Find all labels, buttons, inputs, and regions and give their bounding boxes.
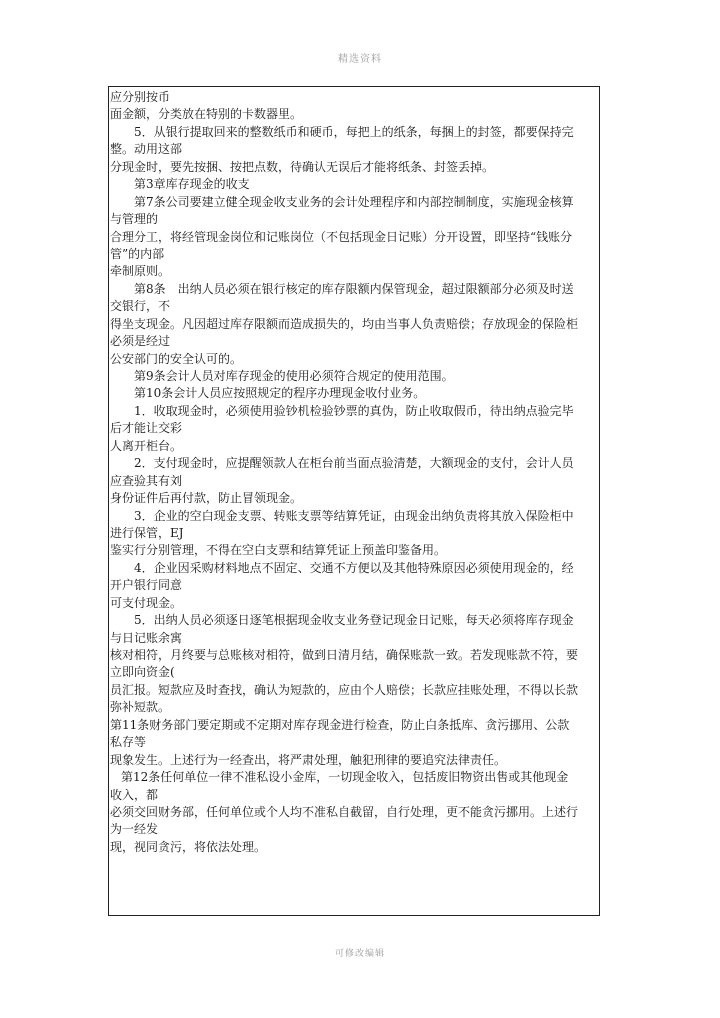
- text-line: 整。动用这部: [110, 142, 183, 157]
- text-line: 分现金时，要先按捆、按把点数，待确认无误后才能将纸条、封签丢掉。: [110, 159, 495, 174]
- text-line: 应分别按币: [110, 90, 171, 104]
- text-line: 身份证件后再付款，防止冒领现金。: [110, 491, 303, 506]
- text-line: 第11条财务部门要定期或不定期对库存现金进行检查，防止白条抵库、贪污挪用、公款: [110, 717, 570, 732]
- text-line: 第7条公司要建立健全现金收支业务的会计处理程序和内部控制制度，实施现金核算: [134, 194, 574, 209]
- page-footer: 可修改编辑: [334, 949, 385, 959]
- text-line: 4．企业因采购材料地点不固定、交通不方便以及其他特殊原因必须使用现金的，经: [134, 560, 574, 575]
- text-line: 与日记账余寓: [110, 630, 183, 645]
- text-line: 收入，都: [110, 787, 159, 802]
- text-line: 后才能让交彩: [110, 421, 183, 436]
- text-line: 交银行，不: [110, 299, 171, 314]
- text-line: 得坐支现金。凡因超过库存限额而造成损失的，均由当事人负责赔偿；存放现金的保险柜: [110, 316, 579, 331]
- text-line: 可支付现金。: [110, 595, 183, 610]
- text-line: 3．企业的空白现金支票、转账支票等结算凭证，由现金出纳负责将其放入保险柜中: [134, 508, 574, 523]
- text-line: 与管理的: [110, 212, 159, 227]
- text-line: 合理分工，将经管现金岗位和记账岗位（不包括现金日记账）分开设置，即坚持“钱账分: [110, 229, 573, 244]
- text-line: 第10条会计人员应按照规定的程序办理现金收付业务。: [134, 386, 426, 401]
- text-line: 现，视同贪污，将依法处理。: [110, 839, 267, 854]
- page-header: 精选资料: [338, 54, 382, 65]
- text-line: 鉴实行分别管理，不得在空白支票和结算凭证上预盖印鉴备用。: [110, 543, 447, 558]
- document-frame: [108, 86, 600, 916]
- text-line: 进行保管，EJ: [110, 525, 184, 540]
- text-line: 现象发生。上述行为一经查出，将严肃处理，触犯刑律的要追究法律责任。: [110, 752, 507, 767]
- text-line: 弥补短款。: [110, 700, 171, 715]
- text-line: 1．收取现金时，必须使用验钞机检验钞票的真伪，防止收取假币，待出纳点验完毕: [134, 403, 574, 418]
- text-line: 公安部门的安全认可的。: [110, 351, 243, 366]
- text-line: 员汇报。短款应及时查找，确认为短款的，应由个人赔偿；长款应挂账处理，不得以长款: [110, 682, 579, 697]
- text-line: 私存等: [110, 735, 147, 750]
- text-line: 必须交回财务部，任何单位或个人均不准私自截留，自行处理，更不能贪污挪用。上述行: [110, 804, 579, 819]
- text-line: 第12条任何单位一律不准私设小金库，一切现金收入，包括废旧物资出售或其他现金: [121, 770, 569, 785]
- text-line: 人离开柜台。: [110, 438, 183, 453]
- text-line: 开户银行同意: [110, 578, 183, 593]
- text-line: 2．支付现金时，应提醒领款人在柜台前当面点验清楚，大额现金的支付，会计人员: [134, 456, 574, 471]
- text-line: 核对相符，月终要与总账核对相符，做到日清月结，确保账款一致。若发现账款不符，要: [110, 648, 579, 662]
- text-line: 牵制原则。: [110, 264, 171, 279]
- text-line: 应查验其有刘: [110, 473, 183, 488]
- text-line: 5．出纳人员必须逐日逐笔根据现金收支业务登记现金日记账，每天必须将库存现金: [134, 613, 574, 628]
- chapter-heading: 第3章库存现金的收支: [134, 177, 250, 192]
- text-line: 立即向资金(: [110, 665, 175, 680]
- text-line: 管”的内部: [110, 246, 165, 261]
- text-line: 第9条会计人员对库存现金的使用必须符合规定的使用范围。: [134, 369, 454, 383]
- text-line: 必须是经过: [110, 334, 171, 349]
- document-body: [109, 87, 599, 856]
- text-line: 为一经发: [110, 822, 159, 837]
- text-line: 第8条 出纳人员必须在银行核定的库存限额内保管现金，超过限额部分必须及时送: [134, 281, 574, 296]
- text-line: 5．从银行提取回来的整数纸币和硬币，每把上的纸条，每捆上的封签，都要保持完: [134, 124, 574, 139]
- text-line: 面金额，分类放在特别的卡数器里。: [110, 107, 303, 122]
